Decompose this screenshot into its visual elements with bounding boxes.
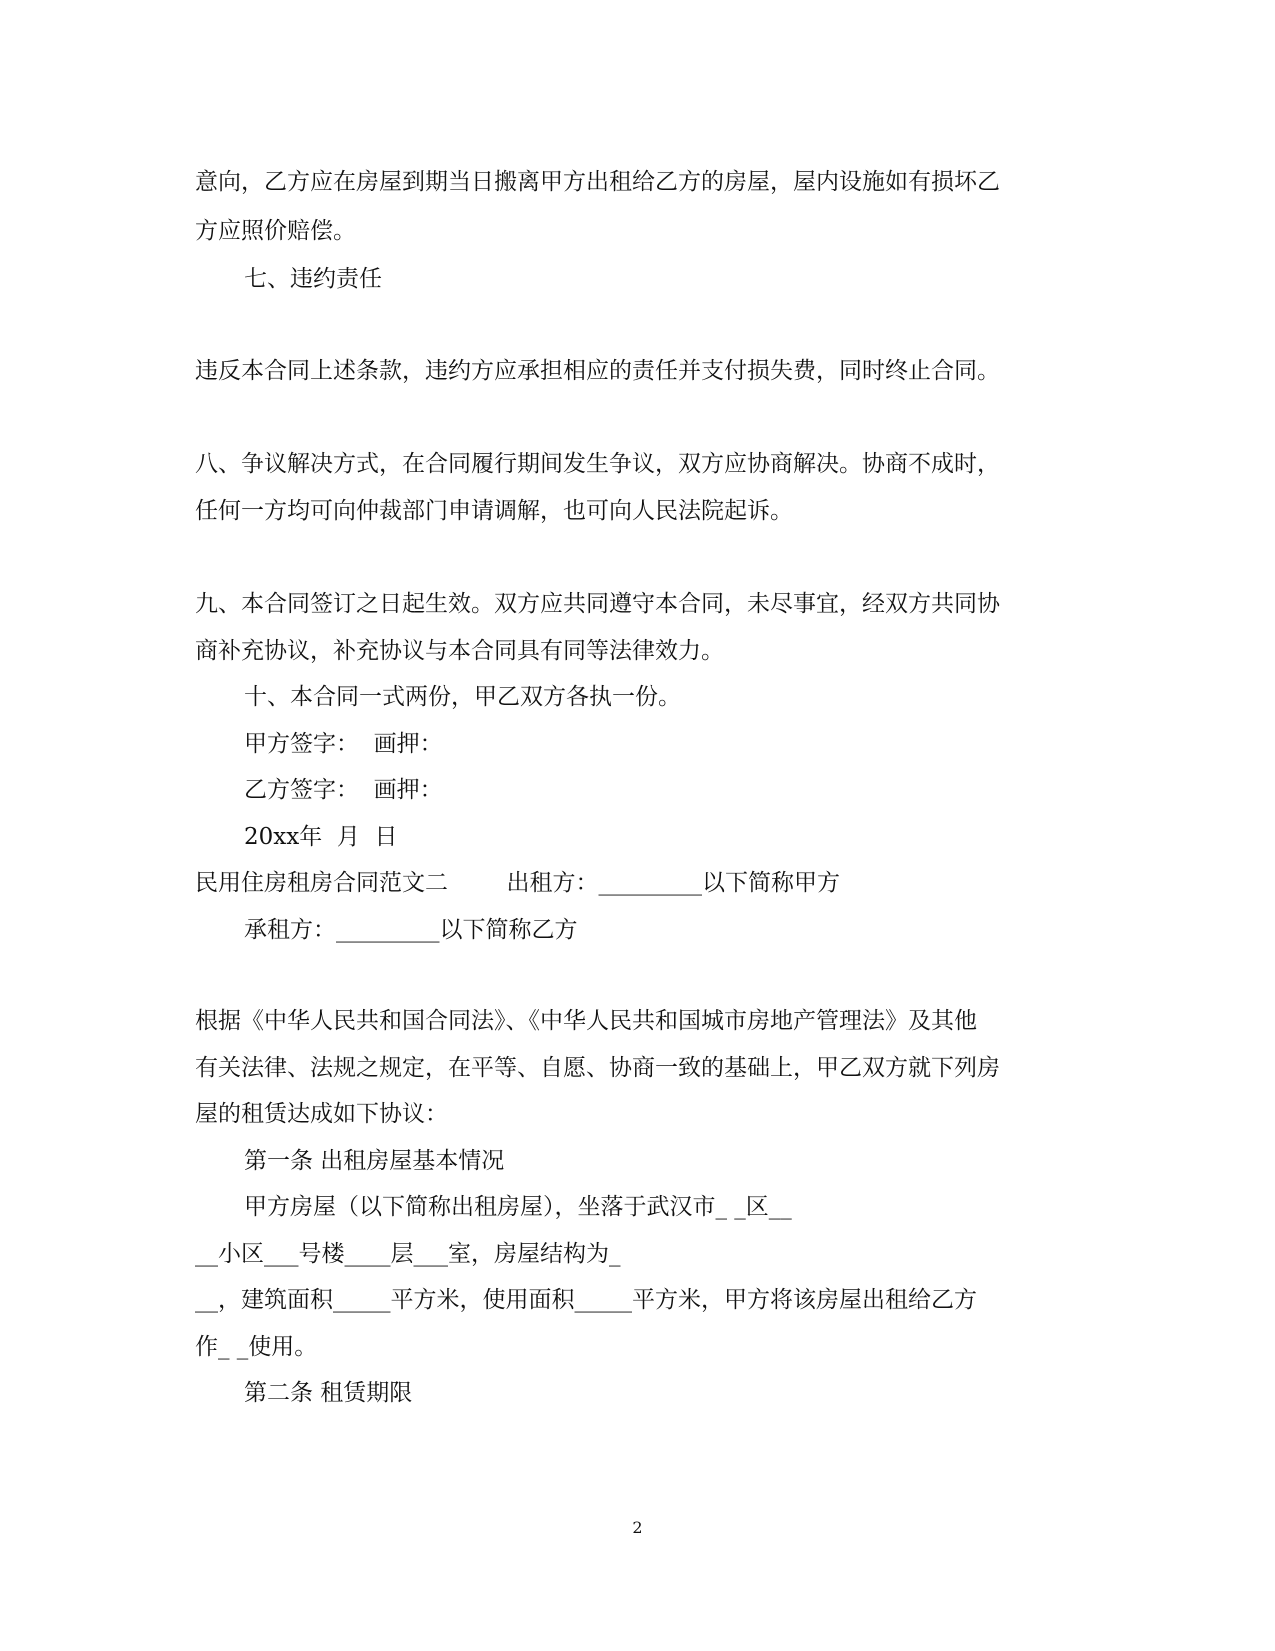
- section-heading: 七、违约责任: [244, 266, 382, 292]
- paragraph-line: 甲方房屋（以下简称出租房屋），坐落于武汉市_ _区__: [244, 1194, 792, 1220]
- paragraph-line: 有关法律、法规之规定，在平等、自愿、协商一致的基础上，甲乙双方就下列房: [195, 1055, 1000, 1081]
- paragraph-line: 八、争议解决方式，在合同履行期间发生争议，双方应协商解决。协商不成时，: [195, 451, 1000, 477]
- paragraph-line: 屋的租赁达成如下协议：: [195, 1101, 448, 1127]
- page-number: 2: [632, 1518, 643, 1537]
- paragraph-line: __，建筑面积_____平方米，使用面积_____平方米，甲方将该房屋出租给乙方: [195, 1287, 977, 1313]
- paragraph-line: __小区___号楼____层___室，房屋结构为_: [195, 1241, 621, 1267]
- paragraph-line: 商补充协议，补充协议与本合同具有同等法律效力。: [195, 638, 724, 664]
- paragraph-line: 十、本合同一式两份，甲乙双方各执一份。: [244, 684, 681, 710]
- article-heading: 第二条 租赁期限: [244, 1380, 413, 1406]
- paragraph-line: 九、本合同签订之日起生效。双方应共同遵守本合同，未尽事宜，经双方共同协: [195, 591, 1000, 617]
- paragraph-line: 方应照价赔偿。: [195, 218, 356, 244]
- paragraph-line: 违反本合同上述条款，违约方应承担相应的责任并支付损失费，同时终止合同。: [195, 358, 1000, 384]
- contract-title-line: 民用住房租房合同范文二 出租方：_________以下简称甲方: [195, 870, 840, 896]
- paragraph-line: 根据《中华人民共和国合同法》、《中华人民共和国城市房地产管理法》及其他: [195, 1008, 977, 1034]
- signature-line-party-b: 乙方签字： 画押：: [244, 777, 443, 803]
- signature-line-party-a: 甲方签字： 画押：: [244, 731, 443, 757]
- paragraph-line: 意向，乙方应在房屋到期当日搬离甲方出租给乙方的房屋，屋内设施如有损坏乙: [195, 169, 1000, 195]
- tenant-line: 承租方：_________以下简称乙方: [244, 917, 578, 943]
- paragraph-line: 作_ _使用。: [195, 1334, 318, 1360]
- date-line: 20xx年 月 日: [244, 824, 398, 850]
- paragraph-line: 任何一方均可向仲裁部门申请调解，也可向人民法院起诉。: [195, 498, 793, 524]
- article-heading: 第一条 出租房屋基本情况: [244, 1148, 505, 1174]
